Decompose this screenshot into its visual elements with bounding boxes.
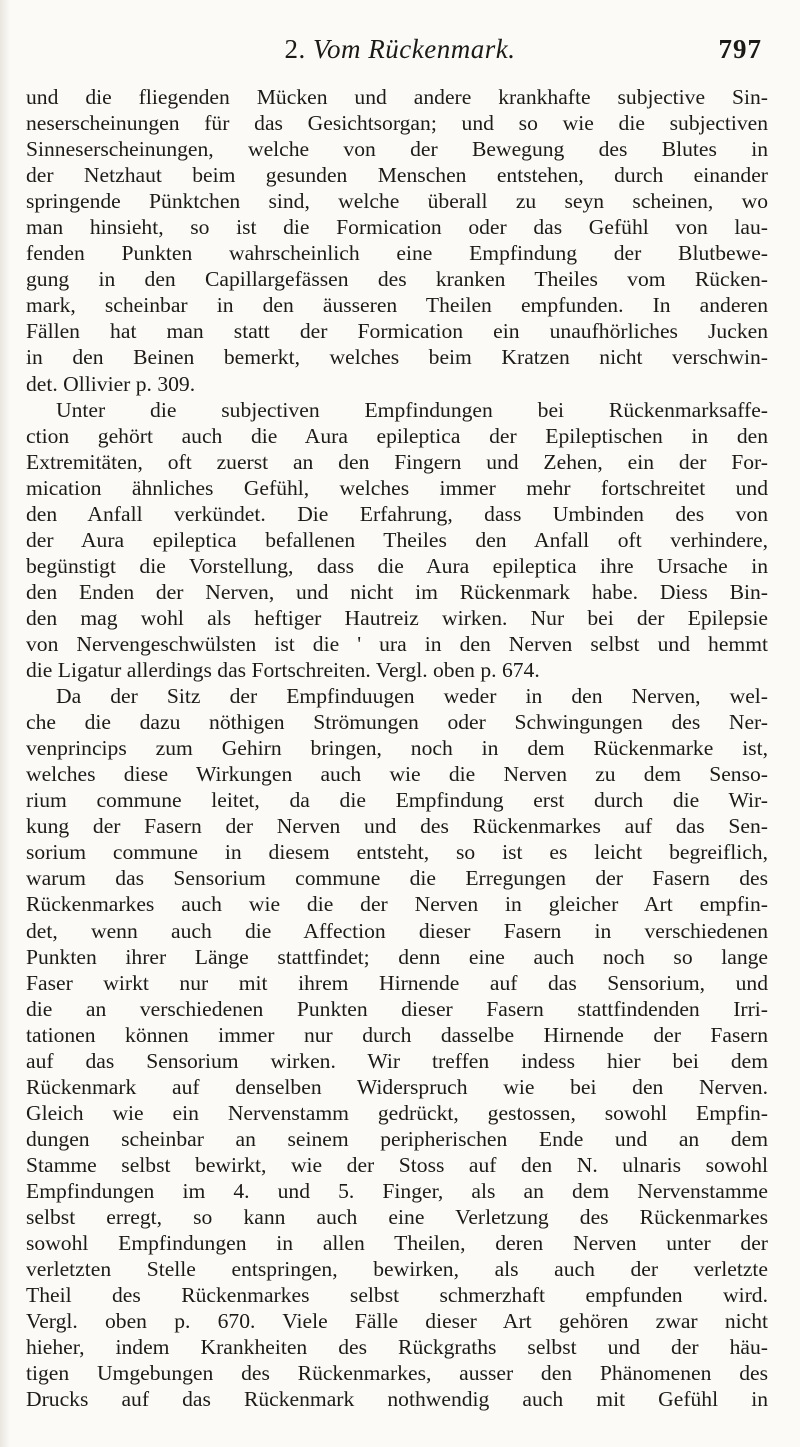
text-line: Faser wirkt nur mit ihrem Hirnende auf das Sensorium, und bbox=[26, 970, 768, 995]
text-line: mication ähnliches Gefühl, welches immer mehr fortschreitet und bbox=[26, 475, 768, 500]
text-line: gung in den Capillargefässen des kranken Theiles vom Rücken- bbox=[26, 267, 768, 292]
text-line: fenden Punkten wahrscheinlich eine Empfindung der Blutbewe- bbox=[26, 241, 768, 266]
text-line: mark, scheinbar in den äusseren Theilen empfunden. In anderen bbox=[26, 293, 768, 318]
text-line: Da der Sitz der Empfinduugen weder in den Nerven, wel- bbox=[56, 684, 768, 709]
text-line: und die fliegenden Mücken und andere krankhafte subjective Sin- bbox=[26, 85, 768, 109]
text-line: Extremitäten, oft zuerst an den Fingern und Zehen, ein der For- bbox=[26, 449, 768, 474]
text-line: selbst erregt, so kann auch eine Verletzung des Rückenmarkes bbox=[26, 1205, 768, 1230]
text-line: sorium commune in diesem entsteht, so ist es leicht begreiflich, bbox=[26, 840, 768, 865]
text-line: begünstigt die Vorstellung, dass die Aura epileptica ihre Ursache in bbox=[26, 553, 768, 578]
text-line: rium commune leitet, da die Empfindung erst durch die Wir- bbox=[26, 788, 768, 813]
text-line: sowohl Empfindungen in allen Theilen, deren Nerven unter der bbox=[26, 1231, 768, 1256]
text-line: neserscheinungen für das Gesichtsorgan; und so wie die subjectiven bbox=[26, 111, 768, 136]
text-line: Drucks auf das Rückenmark nothwendig auch mit Gefühl in bbox=[26, 1387, 768, 1412]
text-line: Rückenmarkes auch wie die der Nerven in gleicher Art empfin- bbox=[26, 892, 768, 917]
text-line: det. Ollivier p. 309. bbox=[26, 371, 196, 396]
text-line: ction gehört auch die Aura epileptica der Epileptischen in den bbox=[26, 423, 768, 448]
text-line: von Nervengeschwülsten ist die ' ura in den Nerven selbst und hemmt bbox=[26, 631, 768, 656]
text-line: auf das Sensorium wirken. Wir treffen indess hier bei dem bbox=[26, 1048, 768, 1073]
text-line: den Anfall verkündet. Die Erfahrung, dass Umbinden des von bbox=[26, 501, 768, 526]
text-line: Unter die subjectiven Empfindungen bei Rückenmarksaffe- bbox=[56, 397, 768, 422]
text-line: Stamme selbst bewirkt, wie der Stoss auf den N. ulnaris sowohl bbox=[26, 1152, 768, 1177]
text-line: man hinsieht, so ist die Formication oder das Gefühl von lau- bbox=[26, 215, 768, 240]
text-line: die Ligatur allerdings das Fortschreiten. Vergl. oben p. 674. bbox=[26, 658, 540, 683]
body-text bbox=[26, 84, 768, 1412]
text-line: Theil des Rückenmarkes selbst schmerzhaft empfunden wird. bbox=[26, 1283, 768, 1308]
text-line: hieher, indem Krankheiten des Rückgraths selbst und der häu- bbox=[26, 1335, 768, 1360]
running-head bbox=[0, 34, 800, 74]
text-line: Punkten ihrer Länge stattfindet; denn eine auch noch so lange bbox=[26, 944, 768, 969]
text-line: dungen scheinbar an seinem peripherischen Ende und an dem bbox=[26, 1126, 768, 1151]
text-line: Empfindungen im 4. und 5. Finger, als an dem Nervenstamme bbox=[26, 1178, 768, 1203]
text-line: springende Pünktchen sind, welche überall zu seyn scheinen, wo bbox=[26, 189, 768, 214]
page-number: 797 bbox=[718, 34, 762, 64]
text-line: tationen können immer nur durch dasselbe Hirnende der Fasern bbox=[26, 1022, 768, 1047]
text-line: venprincips zum Gehirn bringen, noch in dem Rückenmarke ist, bbox=[26, 736, 768, 761]
text-line: tigen Umgebungen des Rückenmarkes, ausser den Phänomenen des bbox=[26, 1361, 768, 1386]
running-head-title bbox=[0, 34, 800, 65]
text-line: Sinneserscheinungen, welche von der Bewegung des Blutes in bbox=[26, 137, 768, 162]
text-line: die an verschiedenen Punkten dieser Fasern stattfindenden Irri- bbox=[26, 996, 768, 1021]
text-line: den Enden der Nerven, und nicht im Rückenmark habe. Diess Bin- bbox=[26, 579, 768, 604]
text-line: Gleich wie ein Nervenstamm gedrückt, gestossen, sowohl Empfin- bbox=[26, 1100, 768, 1125]
text-line: che die dazu nöthigen Strömungen oder Schwingungen des Ner- bbox=[26, 710, 768, 735]
text-line: warum das Sensorium commune die Erregungen der Fasern des bbox=[26, 866, 768, 891]
text-line: kung der Fasern der Nerven und des Rückenmarkes auf das Sen- bbox=[26, 814, 768, 839]
chapter-number: 2. bbox=[284, 34, 306, 64]
text-line: welches diese Wirkungen auch wie die Nerven zu dem Senso- bbox=[26, 762, 768, 787]
chapter-title: Vom Rückenmark. bbox=[313, 34, 516, 64]
text-line: Rückenmark auf denselben Widerspruch wie bei den Nerven. bbox=[26, 1074, 768, 1099]
text-line: Fällen hat man statt der Formication ein unaufhörliches Jucken bbox=[26, 319, 768, 344]
text-line: det, wenn auch die Affection dieser Fasern in verschiedenen bbox=[26, 918, 768, 943]
text-line: in den Beinen bemerkt, welches beim Kratzen nicht verschwin- bbox=[26, 345, 768, 370]
text-line: den mag wohl als heftiger Hautreiz wirken. Nur bei der Epilepsie bbox=[26, 605, 768, 630]
text-line: der Aura epileptica befallenen Theiles den Anfall oft verhindere, bbox=[26, 527, 768, 552]
text-line: Vergl. oben p. 670. Viele Fälle dieser Art gehören zwar nicht bbox=[26, 1309, 768, 1334]
text-line: verletzten Stelle entspringen, bewirken, als auch der verletzte bbox=[26, 1257, 768, 1282]
page-gutter-edge bbox=[0, 0, 10, 1447]
text-line: der Netzhaut beim gesunden Menschen entstehen, durch einander bbox=[26, 163, 768, 188]
